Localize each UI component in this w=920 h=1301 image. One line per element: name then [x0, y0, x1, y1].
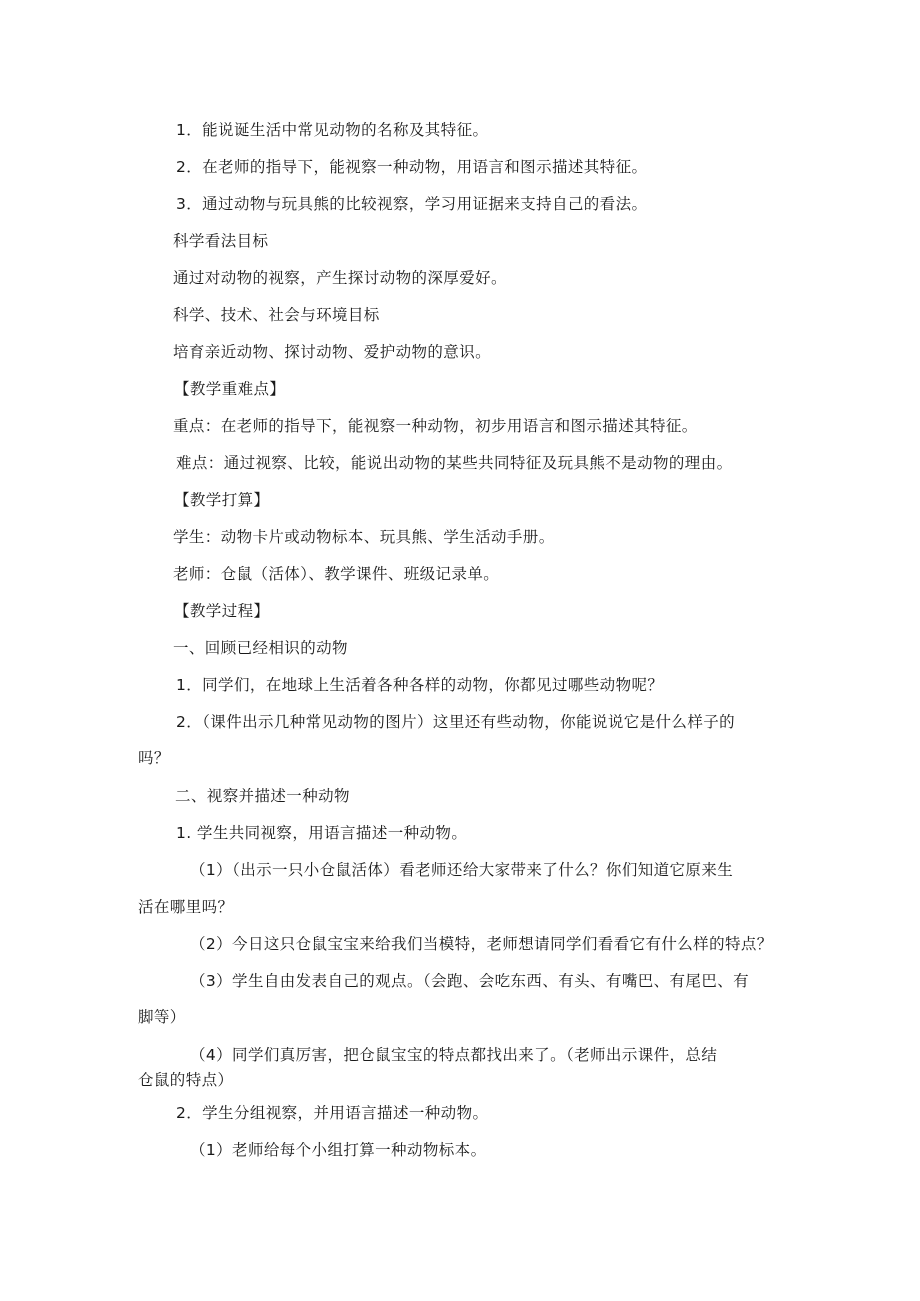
- preparation-heading: 【教学打算】: [174, 491, 270, 509]
- section-1-item-2-line-1: 2．（课件出示几种常见动物的图片）这里还有些动物，你能说说它是什么样子的: [176, 713, 736, 731]
- section-2-sub-3-line-2: 脚等）: [138, 1008, 186, 1026]
- science-attitude-text: 通过对动物的视察，产生探讨动物的深厚爱好。: [173, 269, 507, 287]
- section-2-item-2-sub-1: （1）老师给每个小组打算一种动物标本。: [190, 1141, 487, 1159]
- section-1-title: 一、回顾已经相识的动物: [173, 639, 348, 657]
- section-2-title: 二、视察并描述一种动物: [175, 787, 350, 805]
- section-2-sub-4-line-2: 仓鼠的特点）: [138, 1071, 234, 1089]
- preparation-students: 学生：动物卡片或动物标本、玩具熊、学生活动手册。: [173, 528, 555, 546]
- section-2-sub-3-line-1: （3）学生自由发表自己的观点。（会跑、会吃东西、有头、有嘴巴、有尾巴、有: [190, 972, 750, 990]
- process-heading: 【教学过程】: [174, 602, 270, 620]
- section-2-item-1: 1. 学生共同视察，用语言描述一种动物。: [176, 824, 468, 842]
- objective-item-1: 1．能说诞生活中常见动物的名称及其特征。: [176, 121, 489, 139]
- section-2-item-2: 2．学生分组视察，并用语言描述一种动物。: [176, 1104, 489, 1122]
- section-2-sub-1-line-2: 活在哪里吗？: [138, 898, 234, 916]
- key-points-focus: 重点：在老师的指导下，能视察一种动物，初步用语言和图示描述其特征。: [173, 417, 698, 435]
- section-1-item-1: 1．同学们，在地球上生活着各种各样的动物，你都见过哪些动物呢？: [176, 676, 664, 694]
- section-2-sub-2: （2）今日这只仓鼠宝宝来给我们当模特，老师想请同学们看看它有什么样的特点？: [190, 935, 773, 953]
- science-attitude-heading: 科学看法目标: [173, 232, 269, 250]
- section-2-sub-1-line-1: （1）（出示一只小仓鼠活体）看老师还给大家带来了什么？你们知道它原来生: [190, 861, 734, 879]
- sts-text: 培育亲近动物、探讨动物、爱护动物的意识。: [173, 343, 492, 361]
- preparation-teacher: 老师：仓鼠（活体）、教学课件、班级记录单。: [173, 565, 500, 583]
- sts-heading: 科学、技术、社会与环境目标: [173, 306, 380, 324]
- objective-item-3: 3．通过动物与玩具熊的比较视察，学习用证据来支持自己的看法。: [176, 195, 648, 213]
- objective-item-2: 2．在老师的指导下，能视察一种动物，用语言和图示描述其特征。: [176, 158, 648, 176]
- section-2-sub-4-line-1: （4）同学们真厉害，把仓鼠宝宝的特点都找出来了。（老师出示课件，总结: [190, 1046, 718, 1064]
- key-points-difficulty: 难点：通过视察、比较，能说出动物的某些共同特征及玩具熊不是动物的理由。: [176, 454, 733, 472]
- key-points-heading: 【教学重难点】: [174, 380, 286, 398]
- section-1-item-2-line-2: 吗？: [138, 749, 170, 767]
